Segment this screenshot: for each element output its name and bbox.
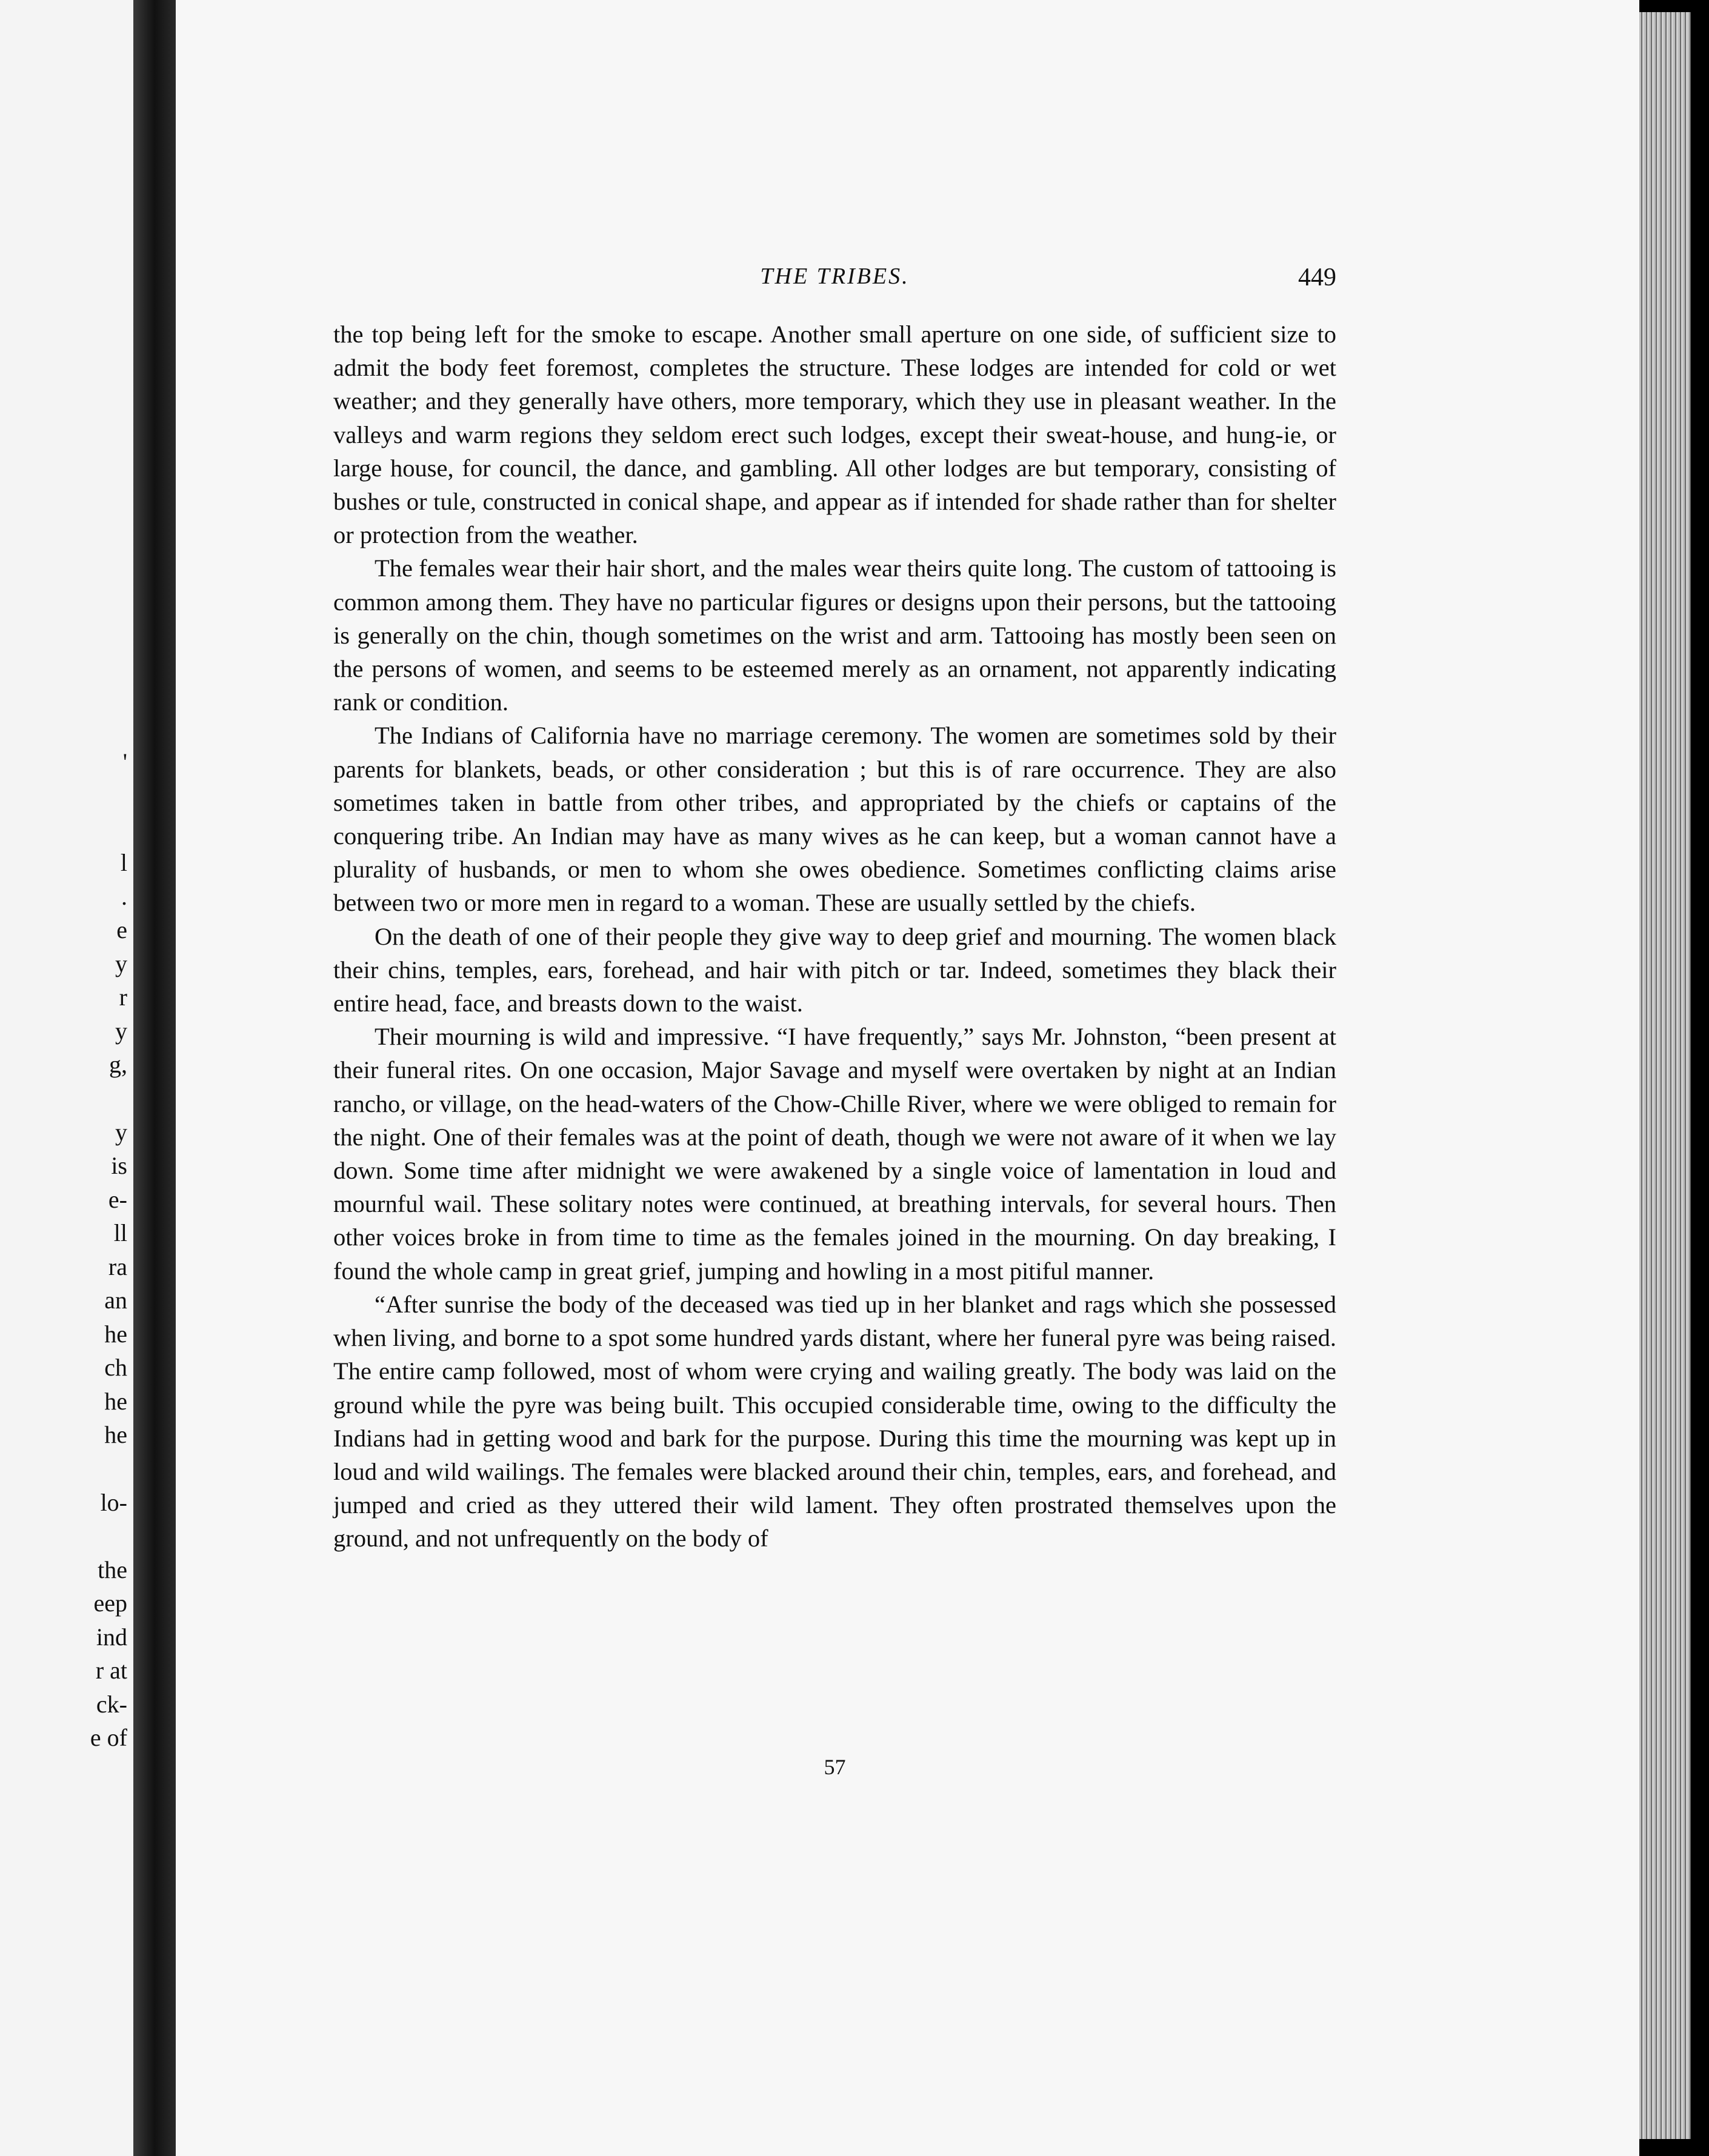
left-page-fragment: ck- bbox=[96, 1691, 127, 1718]
left-page-fragment: y bbox=[115, 950, 127, 977]
left-page-fragment: e- bbox=[108, 1186, 127, 1213]
left-page-fragment: is bbox=[111, 1152, 127, 1179]
left-page-fragment: l bbox=[120, 849, 127, 876]
paragraph: Their mourning is wild and impressive. “I have frequently,” says Mr. Johnston, “been present at their funeral rites. On one occasion, Major Savage and myself were overtaken by night at an Indian rancho, or village, on the head-waters of the Chow-Chille River, where we were obliged to remain for the night. One of their females was at the point of death, though we were not aware of it when we lay down. Some time after midnight we were awakened by a single voice of lamentation in loud and mournful wail. These solitary notes were continued, at breathing intervals, for several hours. Then other voices broke in from time to time as the females joined in the mourning. On day breaking, I found the whole camp in great grief, jumping and howling in a most pitiful manner. bbox=[333, 1023, 1336, 1285]
left-page-fragment: ind bbox=[96, 1623, 127, 1651]
left-page-fragment: . bbox=[121, 883, 127, 910]
left-page-fragment: eep bbox=[93, 1589, 127, 1617]
left-page-fragment: r bbox=[119, 983, 127, 1011]
left-page-fragment: he bbox=[104, 1421, 127, 1448]
left-page-fragment: lo- bbox=[100, 1489, 127, 1516]
left-page-fragment: e of bbox=[90, 1724, 127, 1751]
left-page-fragment: ll bbox=[113, 1219, 127, 1246]
left-page-fragment: ch bbox=[104, 1354, 127, 1381]
paragraph: On the death of one of their people they give way to deep grief and mourning. The women black their chins, temples, ears, forehead, and hair with pitch or tar. Indeed, sometimes they black their entire head, face, and breasts down to the waist. bbox=[333, 922, 1336, 1017]
left-page-fragment: e bbox=[116, 916, 127, 943]
left-page-fragment: g, bbox=[109, 1051, 127, 1078]
left-page-fragment: he bbox=[104, 1320, 127, 1348]
paragraph: The Indians of California have no marriage ceremony. The women are sometimes sold by their parents for blankets, beads, or other consideration ; but this is of rare occurrence. They are also sometimes taken in battle from other tribes, and appropriated by the chiefs or captains of the conquering tribe. An Indian may have as many wives as he can keep, but a woman cannot have a plurality of husbands, or men to whom she owes obedience. Sometimes conflicting claims arise between two or more men in regard to a woman. These are usually settled by the chiefs. bbox=[333, 722, 1336, 917]
left-page-fragment: he bbox=[104, 1388, 127, 1415]
page-number: 449 bbox=[1298, 264, 1336, 291]
left-page-fragment: the bbox=[98, 1556, 127, 1583]
paragraph: the top being left for the smoke to escape. Another small aperture on one side, of sufficient size to admit the body feet foremost, completes the structure. These lodges are intended for cold or wet weather; and they generally have others, more temporary, which they use in pleasant weather. In the valleys and warm regions they seldom erect such lodges, except their sweat-house, and hung-ie, or large house, for council, the dance, and gambling. All other lodges are but temporary, consisting of bushes or tule, constructed in conical shape, and appear as if intended for shade rather than for shelter or protection from the weather. bbox=[333, 321, 1336, 549]
left-page-fragment: y bbox=[115, 1017, 127, 1045]
left-page-fragment: ra bbox=[108, 1253, 127, 1280]
scan-border bbox=[1691, 0, 1709, 2156]
left-facing-page bbox=[0, 0, 133, 2156]
paragraph: The females wear their hair short, and the males wear theirs quite long. The custom of tattooing is common among them. They have no particular figures or designs upon their persons, but the tattooing is generally on the chin, though sometimes on the wrist and arm. Tattooing has mostly been seen on the persons of women, and seems to be esteemed merely as an ornament, not apparently indicating rank or condition. bbox=[333, 554, 1336, 716]
left-page-fragment: r at bbox=[95, 1657, 127, 1684]
left-page-fragment: an bbox=[104, 1286, 127, 1314]
page-header bbox=[333, 263, 1336, 299]
left-page-fragment: y bbox=[115, 1119, 127, 1146]
left-page-fragment: ' bbox=[122, 748, 127, 776]
body-text bbox=[333, 318, 1336, 1555]
book-gutter bbox=[133, 0, 176, 2156]
paragraph: “After sunrise the body of the deceased was tied up in her blanket and rags which she possessed when living, and borne to a spot some hundred yards distant, where her funeral pyre was being raised. The entire camp followed, most of whom were crying and wailing greatly. The body was laid on the ground while the pyre was being built. This occupied considerable time, owing to the difficulty the Indians had in getting wood and bark for the purpose. During this time the mourning was kept up in loud and wild wailings. The females were blacked around their chin, temples, ears, and forehead, and jumped and cried as they uttered their wild lament. They often prostrated themselves upon the ground, and not unfrequently on the body of bbox=[333, 1290, 1336, 1552]
signature-mark: 57 bbox=[824, 1755, 846, 1779]
page-edges bbox=[1639, 12, 1691, 2139]
running-head: THE TRIBES. bbox=[760, 264, 910, 289]
